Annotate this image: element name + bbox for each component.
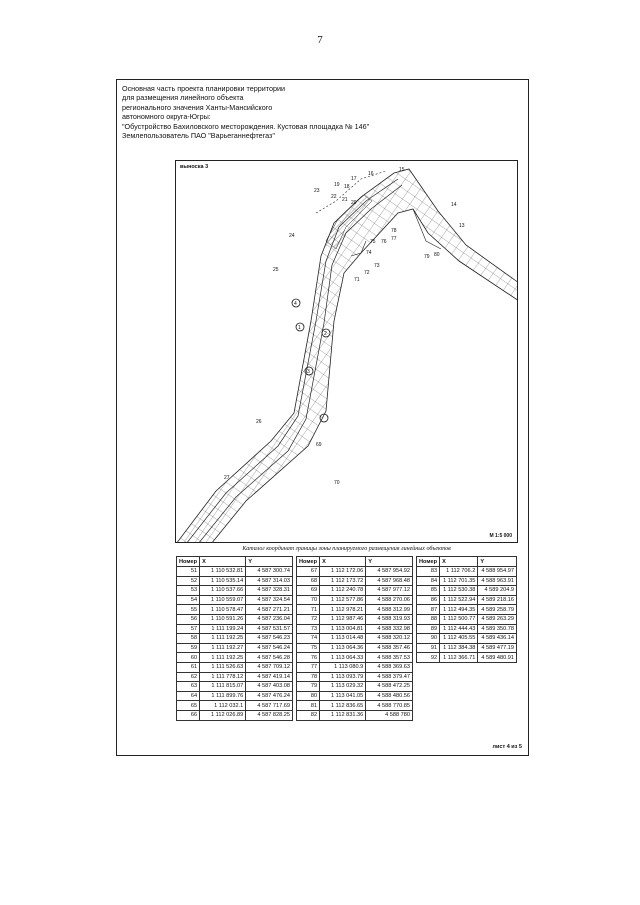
table-row — [417, 605, 517, 615]
table-caption: Каталог координат границы зоны планируемого размещения линейных объектов — [242, 546, 451, 552]
point-number-cell: 71 — [297, 605, 320, 615]
x-coordinate-cell: 1 112 500.77 — [440, 614, 478, 624]
y-coordinate-cell: 4 588 963.91 — [478, 576, 517, 586]
x-coordinate-cell: 1 113 093.79 — [320, 672, 366, 682]
column-header: X — [440, 557, 478, 567]
y-coordinate-cell: 4 587 271.21 — [246, 605, 293, 615]
x-coordinate-cell: 1 113 064.33 — [320, 653, 366, 663]
table-row — [177, 595, 293, 605]
point-number-cell: 88 — [417, 614, 440, 624]
x-coordinate-cell: 1 112 978.21 — [320, 605, 366, 615]
y-coordinate-cell: 4 588 780 — [366, 710, 413, 720]
point-number-cell: 59 — [177, 643, 200, 653]
point-label: 80 — [434, 252, 440, 258]
point-label: 19 — [334, 182, 340, 188]
y-coordinate-cell: 4 589 218.16 — [478, 595, 517, 605]
column-header: Y — [478, 557, 517, 567]
x-coordinate-cell: 1 113 014.48 — [320, 634, 366, 644]
point-label: 14 — [451, 202, 457, 208]
point-number-cell: 55 — [177, 605, 200, 615]
table-row — [177, 624, 293, 634]
point-label: 70 — [334, 480, 340, 486]
y-coordinate-cell: 4 588 357.46 — [366, 643, 413, 653]
table-row — [177, 701, 293, 711]
x-coordinate-cell: 1 113 041.05 — [320, 691, 366, 701]
y-coordinate-cell: 4 588 369.63 — [366, 662, 413, 672]
table-row — [417, 614, 517, 624]
y-coordinate-cell: 4 587 300.74 — [246, 567, 293, 577]
table-row — [177, 653, 293, 663]
x-coordinate-cell: 1 112 494.35 — [440, 605, 478, 615]
point-label: 23 — [314, 188, 320, 194]
point-label: 72 — [364, 270, 370, 276]
point-number-cell: 61 — [177, 662, 200, 672]
y-coordinate-cell: 4 587 709.12 — [246, 662, 293, 672]
point-label: 26 — [256, 419, 262, 425]
y-coordinate-cell: 4 587 403.08 — [246, 682, 293, 692]
x-coordinate-cell: 1 112 831.36 — [320, 710, 366, 720]
point-number-cell: 66 — [177, 710, 200, 720]
table-row — [297, 614, 413, 624]
x-coordinate-cell: 1 112 026.89 — [200, 710, 246, 720]
x-coordinate-cell: 1 112 444.43 — [440, 624, 478, 634]
y-coordinate-cell: 4 588 472.25 — [366, 682, 413, 692]
point-number-cell: 67 — [297, 567, 320, 577]
column-header: X — [320, 557, 366, 567]
point-number-cell: 70 — [297, 595, 320, 605]
x-coordinate-cell: 1 113 029.32 — [320, 682, 366, 692]
point-number-cell: 82 — [297, 710, 320, 720]
page-number: 7 — [317, 34, 323, 46]
coords-table-2 — [296, 556, 413, 721]
x-coordinate-cell: 1 111 526.63 — [200, 662, 246, 672]
y-coordinate-cell: 4 588 954.97 — [478, 567, 517, 577]
table-row — [297, 576, 413, 586]
x-coordinate-cell: 1 112 522.94 — [440, 595, 478, 605]
x-coordinate-cell: 1 112 240.78 — [320, 586, 366, 596]
x-coordinate-cell: 1 113 064.36 — [320, 643, 366, 653]
y-coordinate-cell: 4 588 357.53 — [366, 653, 413, 663]
point-number-cell: 64 — [177, 691, 200, 701]
x-coordinate-cell: 1 110 532.81 — [200, 567, 246, 577]
map-label: выноска 3 — [180, 164, 209, 170]
table-row — [177, 634, 293, 644]
x-coordinate-cell: 1 110 535.14 — [200, 576, 246, 586]
point-number-cell: 89 — [417, 624, 440, 634]
y-coordinate-cell: 4 587 476.24 — [246, 691, 293, 701]
y-coordinate-cell: 4 589 436.14 — [478, 634, 517, 644]
point-number-cell: 84 — [417, 576, 440, 586]
map-drawing — [176, 161, 518, 543]
table-row — [177, 691, 293, 701]
table-row — [417, 567, 517, 577]
table-header-row — [417, 557, 517, 567]
y-coordinate-cell: 4 587 328.31 — [246, 586, 293, 596]
y-coordinate-cell: 4 588 312.99 — [366, 605, 413, 615]
y-coordinate-cell: 4 588 379.47 — [366, 672, 413, 682]
point-number-cell: 69 — [297, 586, 320, 596]
table-header-row — [177, 557, 293, 567]
point-number-cell: 77 — [297, 662, 320, 672]
y-coordinate-cell: 4 588 270.06 — [366, 595, 413, 605]
sheet-number: лист 4 из 5 — [492, 744, 522, 750]
table-row — [177, 672, 293, 682]
table-row — [297, 672, 413, 682]
table-row — [177, 662, 293, 672]
document-header — [122, 84, 369, 140]
y-coordinate-cell: 4 588 320.12 — [366, 634, 413, 644]
point-number-cell: 58 — [177, 634, 200, 644]
table-header-row — [297, 557, 413, 567]
point-number-cell: 78 — [297, 672, 320, 682]
point-label: 73 — [374, 263, 380, 269]
x-coordinate-cell: 1 112 701.35 — [440, 576, 478, 586]
column-header: Y — [366, 557, 413, 567]
table-row — [297, 567, 413, 577]
table-row — [417, 595, 517, 605]
header-line: автономного округа-Югры: — [122, 112, 211, 122]
x-coordinate-cell: 1 112 366.71 — [440, 653, 478, 663]
table-row — [297, 643, 413, 653]
y-coordinate-cell: 4 589 263.29 — [478, 614, 517, 624]
x-coordinate-cell: 1 112 173.72 — [320, 576, 366, 586]
table-row — [177, 576, 293, 586]
table-row — [297, 682, 413, 692]
x-coordinate-cell: 1 111 192.27 — [200, 643, 246, 653]
x-coordinate-cell: 1 112 032.1 — [200, 701, 246, 711]
x-coordinate-cell: 1 110 537.66 — [200, 586, 246, 596]
y-coordinate-cell: 4 588 770.85 — [366, 701, 413, 711]
x-coordinate-cell: 1 111 192.25 — [200, 653, 246, 663]
point-number-cell: 81 — [297, 701, 320, 711]
table-row — [297, 624, 413, 634]
table-row — [177, 682, 293, 692]
y-coordinate-cell: 4 587 236.04 — [246, 614, 293, 624]
point-label: 21 — [342, 197, 348, 203]
point-label: 1 — [298, 325, 301, 331]
map-scale: М 1:5 000 — [489, 533, 512, 539]
x-coordinate-cell: 1 110 578.47 — [200, 605, 246, 615]
header-line: Землепользователь ПАО "Варьеганнефтегаз" — [122, 131, 275, 141]
y-coordinate-cell: 4 587 717.69 — [246, 701, 293, 711]
point-number-cell: 90 — [417, 634, 440, 644]
table-row — [297, 691, 413, 701]
header-line: "Обустройство Бахиловского месторождения. Кустовая площадка № 146" — [122, 121, 370, 131]
column-header: Номер — [177, 557, 200, 567]
point-number-cell: 87 — [417, 605, 440, 615]
point-number-cell: 52 — [177, 576, 200, 586]
point-label: 18 — [344, 184, 350, 190]
x-coordinate-cell: 1 112 384.38 — [440, 643, 478, 653]
table-row — [177, 586, 293, 596]
header-line: для размещения линейного объекта — [122, 93, 244, 103]
y-coordinate-cell: 4 589 258.79 — [478, 605, 517, 615]
map-inset — [175, 160, 518, 543]
x-coordinate-cell: 1 111 199.24 — [200, 624, 246, 634]
y-coordinate-cell: 4 587 968.48 — [366, 576, 413, 586]
point-label: 76 — [381, 239, 387, 245]
y-coordinate-cell: 4 588 319.93 — [366, 614, 413, 624]
table-row — [297, 710, 413, 720]
x-coordinate-cell: 1 112 405.55 — [440, 634, 478, 644]
y-coordinate-cell: 4 588 332.98 — [366, 624, 413, 634]
point-label: 77 — [391, 236, 397, 242]
y-coordinate-cell: 4 587 531.57 — [246, 624, 293, 634]
point-label: 2 — [324, 331, 327, 337]
table-row — [297, 653, 413, 663]
point-label: 15 — [399, 167, 405, 173]
column-header: Y — [246, 557, 293, 567]
y-coordinate-cell: 4 589 204.9 — [478, 586, 517, 596]
x-coordinate-cell: 1 111 778.12 — [200, 672, 246, 682]
table-row — [417, 576, 517, 586]
table-row — [297, 701, 413, 711]
point-label: 74 — [366, 250, 372, 256]
point-label: 3 — [307, 369, 310, 375]
y-coordinate-cell: 4 587 419.14 — [246, 672, 293, 682]
coords-table-3 — [416, 556, 517, 663]
x-coordinate-cell: 1 113 080.9 — [320, 662, 366, 672]
y-coordinate-cell: 4 587 546.24 — [246, 643, 293, 653]
x-coordinate-cell: 1 111 192.25 — [200, 634, 246, 644]
point-number-cell: 79 — [297, 682, 320, 692]
point-label: 24 — [289, 233, 295, 239]
point-label: 22 — [331, 194, 337, 200]
point-number-cell: 75 — [297, 643, 320, 653]
table-row — [297, 595, 413, 605]
point-label: 75 — [370, 239, 376, 245]
point-label: 27 — [224, 475, 230, 481]
table-row — [417, 624, 517, 634]
point-number-cell: 65 — [177, 701, 200, 711]
point-number-cell: 92 — [417, 653, 440, 663]
table-row — [177, 643, 293, 653]
point-label: 17 — [351, 176, 357, 182]
table-row — [177, 567, 293, 577]
point-number-cell: 76 — [297, 653, 320, 663]
y-coordinate-cell: 4 587 546.28 — [246, 653, 293, 663]
y-coordinate-cell: 4 588 480.56 — [366, 691, 413, 701]
table-row — [177, 605, 293, 615]
y-coordinate-cell: 4 587 546.23 — [246, 634, 293, 644]
y-coordinate-cell: 4 587 324.54 — [246, 595, 293, 605]
x-coordinate-cell: 1 112 577.86 — [320, 595, 366, 605]
x-coordinate-cell: 1 111 815.07 — [200, 682, 246, 692]
point-number-cell: 73 — [297, 624, 320, 634]
table-row — [417, 653, 517, 663]
x-coordinate-cell: 1 110 591.26 — [200, 614, 246, 624]
point-number-cell: 62 — [177, 672, 200, 682]
column-header: Номер — [297, 557, 320, 567]
x-coordinate-cell: 1 112 987.46 — [320, 614, 366, 624]
point-number-cell: 83 — [417, 567, 440, 577]
point-label: 25 — [273, 267, 279, 273]
table-row — [297, 662, 413, 672]
point-number-cell: 56 — [177, 614, 200, 624]
y-coordinate-cell: 4 589 480.91 — [478, 653, 517, 663]
coords-table-1 — [176, 556, 293, 721]
point-number-cell: 63 — [177, 682, 200, 692]
header-line: Основная часть проекта планировки территории — [122, 84, 285, 93]
point-number-cell: 85 — [417, 586, 440, 596]
column-header: Номер — [417, 557, 440, 567]
point-label: 16 — [368, 171, 374, 177]
table-row — [177, 614, 293, 624]
table-row — [297, 586, 413, 596]
point-number-cell: 51 — [177, 567, 200, 577]
x-coordinate-cell: 1 112 706.2 — [440, 567, 478, 577]
point-number-cell: 86 — [417, 595, 440, 605]
x-coordinate-cell: 1 112 530.38 — [440, 586, 478, 596]
point-label: 69 — [316, 442, 322, 448]
point-number-cell: 54 — [177, 595, 200, 605]
table-row — [417, 634, 517, 644]
x-coordinate-cell: 1 113 004.81 — [320, 624, 366, 634]
point-label: 4 — [294, 301, 297, 307]
point-number-cell: 72 — [297, 614, 320, 624]
point-number-cell: 74 — [297, 634, 320, 644]
x-coordinate-cell: 1 112 836.65 — [320, 701, 366, 711]
table-row — [417, 586, 517, 596]
table-row — [297, 634, 413, 644]
table-row — [297, 605, 413, 615]
column-header: X — [200, 557, 246, 567]
point-number-cell: 53 — [177, 586, 200, 596]
x-coordinate-cell: 1 110 559.07 — [200, 595, 246, 605]
point-label: 13 — [459, 223, 465, 229]
point-number-cell: 80 — [297, 691, 320, 701]
point-number-cell: 60 — [177, 653, 200, 663]
y-coordinate-cell: 4 589 477.19 — [478, 643, 517, 653]
y-coordinate-cell: 4 587 954.92 — [366, 567, 413, 577]
point-label: 20 — [351, 200, 357, 206]
table-row — [417, 643, 517, 653]
y-coordinate-cell: 4 587 314.03 — [246, 576, 293, 586]
point-number-cell: 68 — [297, 576, 320, 586]
x-coordinate-cell: 1 111 899.76 — [200, 691, 246, 701]
point-number-cell: 57 — [177, 624, 200, 634]
point-label: 79 — [424, 254, 430, 260]
y-coordinate-cell: 4 589 350.78 — [478, 624, 517, 634]
table-row — [177, 710, 293, 720]
y-coordinate-cell: 4 587 828.25 — [246, 710, 293, 720]
header-line: регионального значения Ханты-Мансийского — [122, 102, 273, 112]
y-coordinate-cell: 4 587 977.12 — [366, 586, 413, 596]
point-number-cell: 91 — [417, 643, 440, 653]
point-label: 78 — [391, 228, 397, 234]
x-coordinate-cell: 1 112 172.06 — [320, 567, 366, 577]
point-label: 71 — [354, 277, 360, 283]
